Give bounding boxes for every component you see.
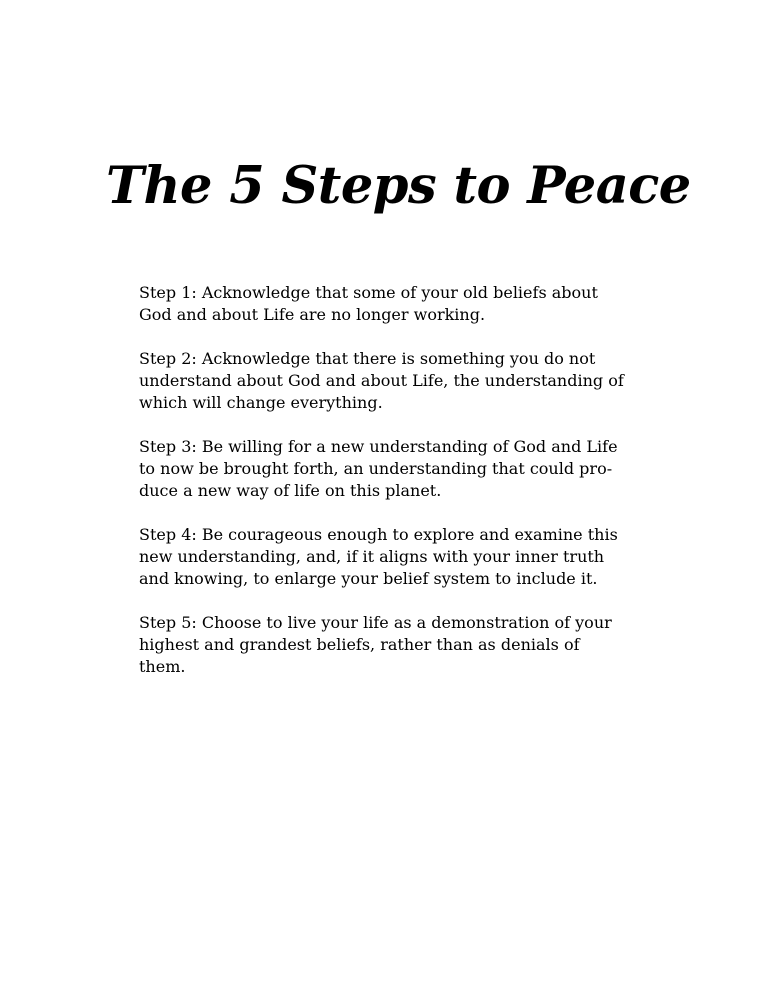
step-line: Step 1: Acknowledge that some of your old beliefs about	[139, 283, 598, 302]
step-line: new understanding, and, if it aligns with your inner truth	[139, 547, 605, 566]
step-line: Step 4: Be courageous enough to explore and examine this	[139, 525, 618, 544]
step-item-4	[139, 524, 679, 590]
step-line: Step 2: Acknowledge that there is something you do not	[139, 349, 596, 368]
step-line: which will change everything.	[139, 393, 383, 412]
step-item-5	[139, 612, 679, 678]
step-line: them.	[139, 657, 186, 676]
step-line: God and about Life are no longer working.	[139, 305, 486, 324]
step-item-1	[139, 282, 679, 326]
step-line: Step 5: Choose to live your life as a demonstration of your	[139, 613, 612, 632]
step-line: highest and grandest beliefs, rather than as denials of	[139, 635, 580, 654]
steps-list	[139, 282, 679, 700]
step-line: understand about God and about Life, the understanding of	[139, 371, 624, 390]
step-item-2	[139, 348, 679, 414]
step-item-3	[139, 436, 679, 502]
step-line: to now be brought forth, an understanding that could pro-	[139, 459, 613, 478]
step-line: duce a new way of life on this planet.	[139, 481, 442, 500]
page-title: The 5 Steps to Peace	[106, 156, 691, 216]
step-line: and knowing, to enlarge your belief system to include it.	[139, 569, 598, 588]
step-line: Step 3: Be willing for a new understanding of God and Life	[139, 437, 618, 456]
